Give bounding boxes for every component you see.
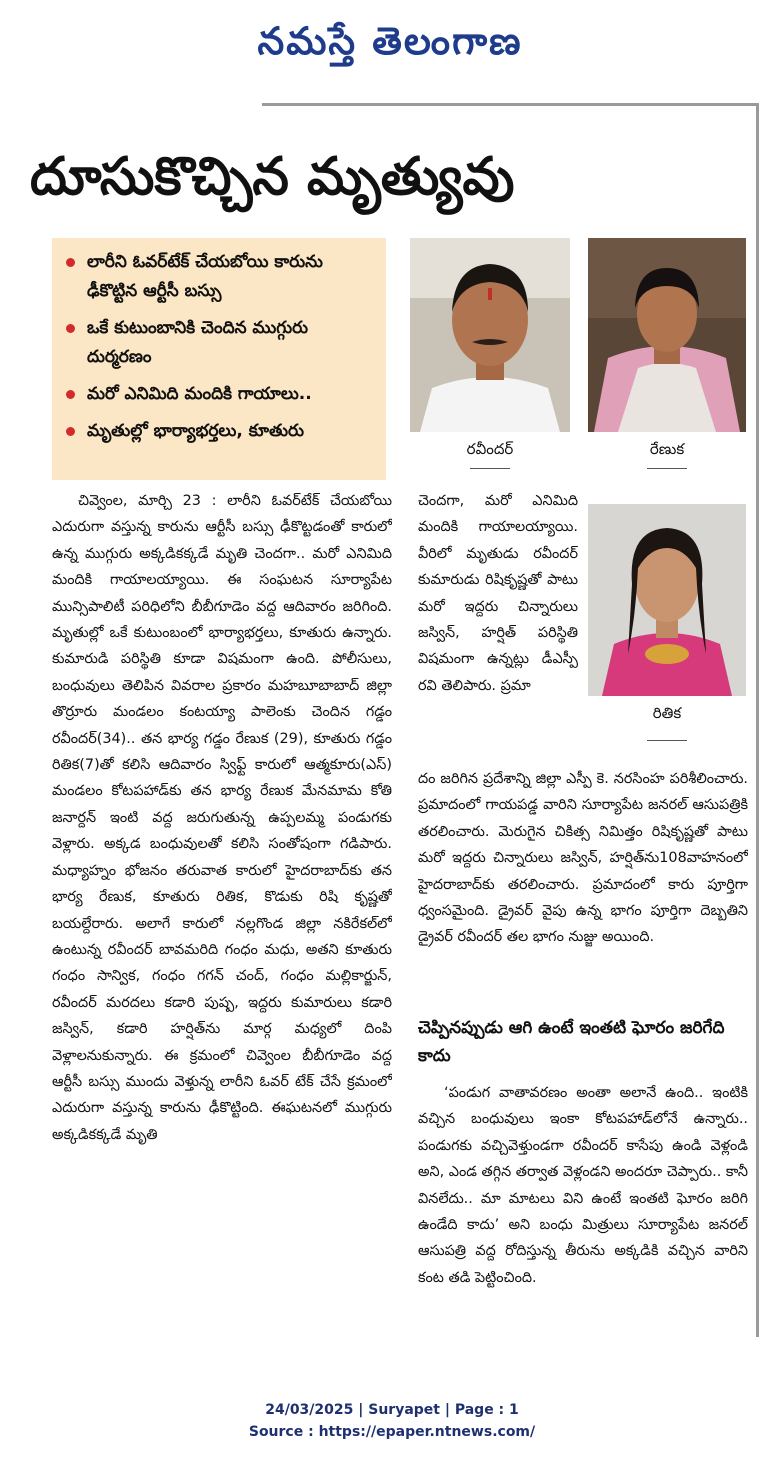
bullet-icon: [66, 390, 75, 399]
top-rule: [262, 103, 756, 106]
highlights-box: [52, 238, 386, 480]
right-rule: [756, 103, 759, 1337]
highlight-text: లారీని ఓవర్‌టేక్ చేయబోయి కారును ఢీకొట్టిన ఆర్టీసీ బస్సు: [87, 252, 323, 301]
photo-caption: రేణుక: [649, 440, 685, 458]
photo-caption: రవీందర్: [466, 440, 514, 458]
article-column-2-top: [418, 488, 578, 768]
bullet-icon: [66, 427, 75, 436]
highlight-item: [66, 417, 376, 446]
article-subhead: చెప్పినప్పుడు ఆగి ఉంటే ఇంతటి ఘోరం జరిగేది కాదు: [418, 1018, 725, 1066]
photo-caption: రితిక: [652, 704, 682, 722]
caption-rule: [647, 740, 687, 741]
article-paragraph: దం జరిగిన ప్రదేశాన్ని జిల్లా ఎస్పీ కె. నరసింహ పరిశీలించారు. ప్రమాదంలో గాయపడ్డ వారిని సూర్యాపేట జనరల్ ఆసుపత్రికి తరలించారు. మెరుగైన చికిత్స నిమిత్తం రిషికృష్ణతో పాటు మరో ఇద్దరు చిన్నారులు జస్విన్, హర్షిత్‌ను108వాహనంలో హైదరాబాద్‌కు తరలించారు. ప్రమాదంలో కారు పూర్తిగా ధ్వంసమైంది. డ్రైవర్ వైపు ఉన్న భాగం పూర్తిగా దెబ్బతిని డ్రైవర్ రవీందర్ తల భాగం నుజ్జు అయింది.: [418, 771, 748, 946]
headline: దూసుకొచ్చిన మృత్యువు: [30, 147, 515, 207]
woman-portrait-icon: [588, 238, 746, 432]
article-paragraph: ‘పండుగ వాతావరణం అంతా అలానే ఉంది.. ఇంటికి వచ్చిన బంధువులు ఇంకా కోటపహాడ్‌లోనే ఉన్నారు.. పండుగకు వచ్చివెళ్తుండగా రవీందర్ కాసేపు ఉండి వెళ్లండి అని, ఎండ తగ్గిన తర్వాత వెళ్లండని అందరూ చెప్పారు.. కానీ వినలేదు.. మా మాటలు విని ఉంటే ఇంతటి ఘోరం జరిగి ఉండేది కాదు’ అని బంధు మిత్రులు సూర్యాపేట జనరల్ ఆసుపత్రి వద్ద రోదిస్తున్న తీరును అక్కడికి వచ్చిన వారిని కంట తడి పెట్టించింది.: [418, 1085, 748, 1286]
masthead-title: నమస్తే తెలంగాణ: [257, 19, 523, 63]
photo-ravinder: [410, 238, 570, 432]
highlight-item: [66, 380, 376, 409]
article-column-2-bottom: [418, 1080, 748, 1330]
footer-date-line: 24/03/2025 | Suryapet | Page : 1: [265, 1402, 519, 1418]
article-paragraph: చెందగా, మరో ఎనిమిది మందికి గాయాలయ్యాయి. వీరిలో మృతుడు రవీందర్ కుమారుడు రిషికృష్ణతో పాటు మరో ఇద్దరు చిన్నారులు జస్విన్, హర్షిత్ పరిస్థితి విషమంగా ఉన్నట్లు డీఎస్పీ రవి తెలిపారు. ప్రమా: [418, 493, 578, 694]
article-paragraph: చివ్వెంల, మార్చి 23 : లారీని ఓవర్‌టేక్ చేయబోయి ఎదురుగా వస్తున్న కారును ఆర్టీసీ బస్సు ఢీకొట్టడంతో కారులో ఉన్న ముగ్గురు అక్కడికక్కడే మృతి చెందగా.. మరో ఎనిమిది మందికి గాయాలయ్యాయి. ఈ సంఘటన సూర్యాపేట మున్సిపాలిటీ పరిధిలోని బీబీగూడెం వద్ద ఆదివారం జరిగింది. మృతుల్లో ఒకే కుటుంబంలో భార్యాభర్తలు, కూతురు ఉన్నారు. కుమారుడి పరిస్థితి కూడా విషమంగా ఉంది. పోలీసులు, బంధువులు తెలిపిన వివరాల ప్రకారం మహబూబాబాద్ జిల్లా తొర్రూరు మండలం కంటయ్యా పాలెంకు చెందిన గడ్డం రవీందర్(34).. తన భార్య గడ్డం రేణుక (29), కూతురు గడ్డం రితిక(7)తో కలిసి ఆదివారం స్విఫ్ట్ కారులో ఆత్మకూరు(ఎస్) మండలం కోటపహాడ్‌కు తన భార్య రేణుక మేనమామ కోతి జనార్దన్ ఇంటి వద్ద జరుగుతున్న ఉప్పలమ్మ పండుగకు వెళ్లారు. అక్కడ బంధువులతో కలిసి సంతోషంగా గడిపారు. మధ్యాహ్నం భోజనం తరువాత కారులో హైదరాబాద్‌కు తన భార్య రేణుక, కూతురు రితిక, కొడుకు రిషి కృష్ణతో బయల్దేరారు. అలాగే కారులో నల్లగొండ జిల్లా నకిరేకల్‌లో ఉంటున్న రవీందర్ బావమరిది గంధం మధు, అతని కూతురు గంధం సాన్విక, గంధం గగన్ చంద్, గంధం మల్లికార్జున్, రవీందర్ మరదలు కడారి పుష్ప, ఇద్దరు కుమారులు కడారి జస్విన్, కడారి హర్షిత్‌ను మార్గ మధ్యలో దింపి వెళ్లాలనుకున్నారు. ఈ క్రమంలో చివ్వెంల బీబీగూడెం వద్ద ఆర్టీసీ బస్సు ముందు వెళ్తున్న లారీని ఓవర్ టేక్ చేసే క్రమంలో ఎదురుగా వస్తున్న కారును ఢీకొట్టింది. ఈఘటనలో ముగ్గురు అక్కడికక్కడే మృతి: [52, 493, 392, 1143]
article-column-1: [52, 488, 392, 1330]
caption-rule: [647, 468, 687, 469]
highlight-item: [66, 248, 376, 306]
highlight-text: ఒకే కుటుంబానికి చెందిన ముగ్గురు దుర్మరణం: [87, 318, 309, 367]
photo-renuka: [588, 238, 746, 432]
highlight-item: [66, 314, 376, 372]
footer-source-line: Source : https://epaper.ntnews.com/: [248, 1424, 536, 1440]
girl-portrait-icon: [588, 504, 746, 696]
photo-ritika: [588, 504, 746, 696]
article-column-2-wide: [418, 766, 748, 1008]
bullet-icon: [66, 324, 75, 333]
highlight-text: మృతుల్లో భార్యాభర్తలు, కూతురు: [87, 421, 305, 441]
bullet-icon: [66, 258, 75, 267]
man-portrait-icon: [410, 238, 570, 432]
highlight-text: మరో ఎనిమిది మందికి గాయాలు..: [87, 384, 312, 404]
caption-rule: [470, 468, 510, 469]
